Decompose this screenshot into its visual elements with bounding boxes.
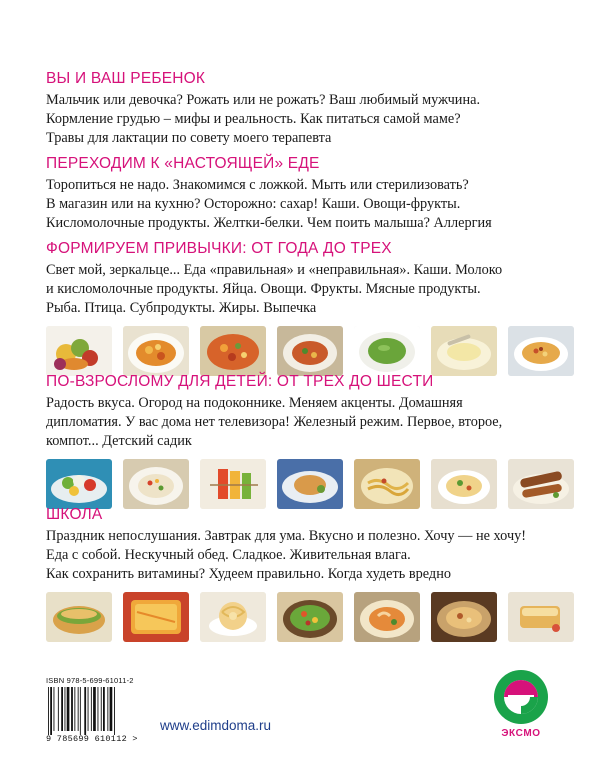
section-text-line: и кисломолочные продукты. Яйца. Овощи. Фрукты. Мясные продукты.	[46, 281, 481, 297]
section-school	[46, 506, 576, 642]
rice-salad-photo	[123, 459, 189, 509]
section-text-line: Праздник непослушания. Завтрак для ума. Вкусно и полезно. Хочу — не хочу!	[46, 528, 527, 544]
section-text-line: Травы для лактации по совету моего терапевта	[46, 130, 332, 146]
section-heading: ФОРМИРУЕМ ПРИВЫЧКИ: ОТ ГОДА ДО ТРЕХ	[46, 240, 392, 257]
noodles-photo	[354, 459, 420, 509]
chicken-dish-photo	[277, 459, 343, 509]
section-text-line: Торопиться не надо. Знакомимся с ложкой. Мыть или стерилизовать?	[46, 177, 469, 193]
section-text-line: Мальчик или девочка? Рожать или не рожать? Ваш любимый мужчина.	[46, 92, 481, 108]
website-link[interactable]: www.edimdoma.ru	[160, 718, 272, 733]
baked-dish-photo	[431, 592, 497, 642]
vegetable-skewers-photo	[46, 459, 112, 509]
section-text-line: Свет мой, зеркальце... Еда «правильная» и «неправильная». Каши. Молоко	[46, 262, 503, 278]
kebab-photo	[508, 459, 574, 509]
barcode-block	[46, 676, 150, 746]
barcode-graphic	[46, 687, 150, 735]
photo-strip	[46, 326, 576, 376]
vegetable-soup-photo	[200, 326, 266, 376]
spaghetti-nest-photo	[200, 592, 266, 642]
cream-dessert-photo	[431, 326, 497, 376]
cheese-casserole-photo	[123, 592, 189, 642]
stew-photo	[123, 326, 189, 376]
green-soup-photo	[354, 326, 420, 376]
pastry-photo	[508, 592, 574, 642]
seafood-photo	[354, 592, 420, 642]
section-text-line: Еда с собой. Нескучный обед. Сладкое. Живительная влага.	[46, 547, 411, 563]
section-text-line: дипломатия. У вас дома нет телевизора! Железный режим. Первое, второе,	[46, 414, 503, 430]
section-heading: ШКОЛА	[46, 506, 103, 523]
section-three-to-six	[46, 373, 576, 509]
barcode-digits: 9 785699 610112 >	[46, 734, 138, 744]
section-heading: ПО-ВЗРОСЛОМУ ДЛЯ ДЕТЕЙ: ОТ ТРЕХ ДО ШЕСТИ	[46, 373, 434, 390]
isbn-text: ISBN 978-5-699-61011-2	[46, 676, 134, 685]
section-text-line: Кисломолочные продукты. Желтки-белки. Чем поить малыша? Аллергия	[46, 215, 492, 231]
section-heading: ВЫ И ВАШ РЕБЕНОК	[46, 70, 206, 87]
pasta-bowl-photo	[277, 326, 343, 376]
noodle-bowl-photo	[431, 459, 497, 509]
publisher-name: ЭКСМО	[501, 728, 541, 739]
section-text-line: Кормление грудью – мифы и реальность. Как питаться самой маме?	[46, 111, 461, 127]
section-real-food	[46, 155, 576, 233]
photo-strip	[46, 459, 576, 509]
fruit-basket-photo	[46, 326, 112, 376]
section-text-line: Как сохранить витамины? Худеем правильно. Когда худеть вредно	[46, 566, 451, 582]
salad-photo	[277, 592, 343, 642]
section-you-and-baby	[46, 70, 576, 148]
wrap-photo	[46, 592, 112, 642]
section-text-line: компот... Детский садик	[46, 433, 192, 449]
photo-strip	[46, 592, 576, 642]
rice-pilaf-photo	[508, 326, 574, 376]
section-heading: ПЕРЕХОДИМ К «НАСТОЯЩЕЙ» ЕДЕ	[46, 155, 320, 172]
section-text-line: В магазин или на кухню? Осторожно: сахар! Каши. Овощи-фрукты.	[46, 196, 461, 212]
fruit-kebab-photo	[200, 459, 266, 509]
section-text-line: Радость вкуса. Огород на подоконнике. Меняем акценты. Домашняя	[46, 395, 463, 411]
section-habits-one-to-three	[46, 240, 576, 376]
eksmo-logo-icon	[490, 666, 552, 728]
section-text-line: Рыба. Птица. Субпродукты. Жиры. Выпечка	[46, 300, 317, 316]
